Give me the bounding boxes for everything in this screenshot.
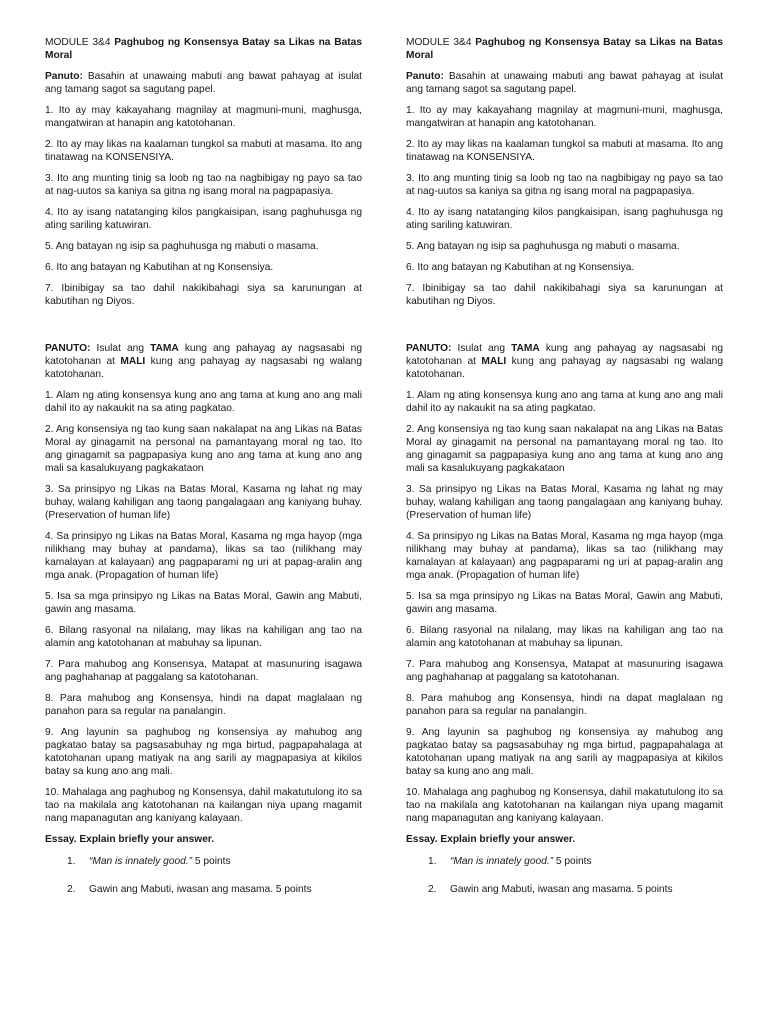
section1-text: Basahin at unawaing mabuti ang bawat pahayag at isulat ang tamang sagot sa sagutang papel. [45,71,362,95]
section1-item: 4. Ito ay isang natatanging kilos pangkaisipan, isang paghuhusga ng ating sariling katuwiran. [406,207,723,231]
essay-item-points: Gawin ang Mabuti, iwasan ang masama. 5 points [89,884,312,895]
section2-instructions [406,342,723,381]
section1-instructions [45,70,362,96]
section2-item: 6. Bilang rasyonal na nilalang, may likas na kahiligan ang tao na alamin ang katotohanan at mabuhay sa lipunan. [45,625,362,649]
section1-label: Panuto: [45,71,83,82]
section2-item: 5. Isa sa mga prinsipyo ng Likas na Batas Moral, Gawin ang Mabuti, gawin ang masama. [45,591,362,615]
section2-item: 8. Para mahubog ang Konsensya, hindi na dapat maglalaan ng panahon para sa regular na panalangin. [406,693,723,717]
tama-word: TAMA [150,343,179,354]
essay-item-question [89,883,362,896]
section2-item: 1. Alam ng ating konsensya kung ano ang tama at kung ano ang mali dahil ito ay nakaukit na sa ating pagkatao. [45,390,362,414]
section1-item: 2. Ito ay may likas na kaalaman tungkol sa mabuti at masama. Ito ang tinatawag na KONSENSIYA. [406,139,723,163]
module-title-text: Paghubog ng Konsensya Batay sa Likas na Batas Moral [406,37,723,61]
section1-item: 1. Ito ay may kakayahang magnilay at magmuni-muni, maghusga, mangatwiran at hanapin ang katotohanan. [406,105,723,129]
essay-item-points: 5 points [192,856,231,867]
mali-word: MALI [120,356,146,367]
section2-text-c: kung ang pahayag ay nagsasabi ng walang katotohanan. [45,356,362,380]
essay-item-quote: “Man is innately good.” [450,856,554,867]
section2-label: PANUTO: [45,343,91,354]
section1-label: Panuto: [406,71,444,82]
essay-title: Essay. Explain briefly your answer. [45,834,215,845]
essay-list [45,855,362,896]
section1-instructions [406,70,723,96]
section2-item: 9. Ang layunin sa paghubog ng konsensiya ay mahubog ang pagkatao batay sa pagsasabuhay ng mga birtud, pagpapahalaga at katotohanan upang matiyak na ang sarili ay magpapasiya at kikilos batay sa kung ano ang mali. [45,727,362,777]
section2-item: 4. Sa prinsipyo ng Likas na Batas Moral, Kasama ng mga hayop (mga nilikhang may buhay at pandama), likas sa tao (nilikhang may kamalayan at kalayaan) ang pagpaparami ng uri at papag-aralin ang mga anak. (Propagation of human life) [45,531,362,581]
section2-item: 4. Sa prinsipyo ng Likas na Batas Moral, Kasama ng mga hayop (mga nilikhang may buhay at pandama), likas sa tao (nilikhang may kamalayan at kalayaan) ang pagpaparami ng uri at papag-aralin ang mga anak. (Propagation of human life) [406,531,723,581]
section2-item: 7. Para mahubog ang Konsensya, Matapat at masunuring isagawa ang paghahanap at paggalang sa katotohanan. [406,659,723,683]
section1-item: 4. Ito ay isang natatanging kilos pangkaisipan, isang paghuhusga ng ating sariling katuwiran. [45,207,362,231]
worksheet-column-left [45,36,362,911]
essay-item [45,883,362,896]
section2-item: 2. Ang konsensiya ng tao kung saan nakalapat na ang Likas na Batas Moral ay ginagamit na personal na pamantayang moral ng tao. Ito ang ginagamit sa pagpapasiya kung ano ang tama at kung ano ang mali sa kasalukuyang pagkakataon [406,424,723,474]
section2-item: 2. Ang konsensiya ng tao kung saan nakalapat na ang Likas na Batas Moral ay ginagamit na personal na pamantayang moral ng tao. Ito ang ginagamit sa pagpapasiya kung ano ang tama at kung ano ang mali sa kasalukuyang pagkakataon [45,424,362,474]
essay-item [45,855,362,868]
essay-item [406,883,723,896]
section2-text-b: kung ang pahayag ay nagsasabi ng katotohanan at [45,343,362,367]
mali-word: MALI [481,356,507,367]
section1-item: 1. Ito ay may kakayahang magnilay at magmuni-muni, maghusga, mangatwiran at hanapin ang katotohanan. [45,105,362,129]
essay-item-question [450,883,723,896]
section1-item: 3. Ito ang munting tinig sa loob ng tao na nagbibigay ng payo sa tao at nag-uutos sa kaniya sa gitna ng isang moral na pagpapasiya. [406,173,723,197]
section-gap [406,316,723,342]
section2-item: 6. Bilang rasyonal na nilalang, may likas na kahiligan ang tao na alamin ang katotohanan at mabuhay sa lipunan. [406,625,723,649]
section1-items [406,104,723,308]
section1-item: 5. Ang batayan ng isip sa paghuhusga ng mabuti o masama. [45,241,319,252]
section2-instructions [45,342,362,381]
essay-item-points: 5 points [553,856,592,867]
section2-item: 8. Para mahubog ang Konsensya, hindi na dapat maglalaan ng panahon para sa regular na panalangin. [45,693,362,717]
essay-item-number: 1. [67,856,76,867]
section-gap [45,316,362,342]
section1-item: 7. Ibinibigay sa tao dahil nakikibahagi siya sa karunungan at kabutihan ng Diyos. [45,283,362,307]
section2-text-c: kung ang pahayag ay nagsasabi ng walang katotohanan. [406,356,723,380]
module-code: MODULE 3&4 [406,37,476,48]
section2-item: 10. Mahalaga ang paghubog ng Konsensya, dahil makatutulong ito sa tao na makilala ang katotohanan na kailangan niya upang magamit nang mapanagutan ang kaniyang kalayaan. [406,787,723,824]
essay-item-question [450,855,723,868]
section2-text-b: kung ang pahayag ay nagsasabi ng katotohanan at [406,343,723,367]
essay-item [406,855,723,868]
module-title-text: Paghubog ng Konsensya Batay sa Likas na Batas Moral [45,37,362,61]
section1-text: Basahin at unawaing mabuti ang bawat pahayag at isulat ang tamang sagot sa sagutang papel. [406,71,723,95]
section2-item: 3. Sa prinsipyo ng Likas na Batas Moral, Kasama ng lahat ng may buhay, walang kahiligan ang taong pangalagaan ang kaniyang buhay. (Preservation of human life) [406,484,723,521]
section2-item: 9. Ang layunin sa paghubog ng konsensiya ay mahubog ang pagkatao batay sa pagsasabuhay ng mga birtud, pagpapahalaga at katotohanan upang matiyak na ang sarili ay magpapasiya at kikilos batay sa kung ano ang mali. [406,727,723,777]
module-title [406,36,723,62]
essay-item-number: 1. [428,856,437,867]
essay-title: Essay. Explain briefly your answer. [406,834,576,845]
module-title [45,36,362,62]
section2-label: PANUTO: [406,343,452,354]
section2-item: 3. Sa prinsipyo ng Likas na Batas Moral, Kasama ng lahat ng may buhay, walang kahiligan ang taong pangalagaan ang kaniyang buhay. (Preservation of human life) [45,484,362,521]
section1-item: 6. Ito ang batayan ng Kabutihan at ng Konsensiya. [406,262,635,273]
section2-items [45,389,362,825]
section2-items [406,389,723,825]
section2-item: 1. Alam ng ating konsensya kung ano ang tama at kung ano ang mali dahil ito ay nakaukit na sa ating pagkatao. [406,390,723,414]
essay-item-number: 2. [428,884,437,895]
section2-item: 5. Isa sa mga prinsipyo ng Likas na Batas Moral, Gawin ang Mabuti, gawin ang masama. [406,591,723,615]
section1-item: 5. Ang batayan ng isip sa paghuhusga ng mabuti o masama. [406,241,680,252]
section1-item: 7. Ibinibigay sa tao dahil nakikibahagi siya sa karunungan at kabutihan ng Diyos. [406,283,723,307]
section2-item: 10. Mahalaga ang paghubog ng Konsensya, dahil makatutulong ito sa tao na makilala ang katotohanan na kailangan niya upang magamit nang mapanagutan ang kaniyang kalayaan. [45,787,362,824]
essay-item-points: Gawin ang Mabuti, iwasan ang masama. 5 points [450,884,673,895]
module-code: MODULE 3&4 [45,37,115,48]
section1-item: 3. Ito ang munting tinig sa loob ng tao na nagbibigay ng payo sa tao at nag-uutos sa kaniya sa gitna ng isang moral na pagpapasiya. [45,173,362,197]
essay-item-quote: “Man is innately good.” [89,856,193,867]
section1-item: 2. Ito ay may likas na kaalaman tungkol sa mabuti at masama. Ito ang tinatawag na KONSENSIYA. [45,139,362,163]
essay-item-number: 2. [67,884,76,895]
section2-text-a: Isulat ang [90,343,151,354]
section1-items [45,104,362,308]
essay-list [406,855,723,896]
worksheet-column-right [406,36,723,911]
section1-item: 6. Ito ang batayan ng Kabutihan at ng Konsensiya. [45,262,274,273]
section2-item: 7. Para mahubog ang Konsensya, Matapat at masunuring isagawa ang paghahanap at paggalang sa katotohanan. [45,659,362,683]
tama-word: TAMA [511,343,540,354]
section2-text-a: Isulat ang [451,343,512,354]
essay-item-question [89,855,362,868]
